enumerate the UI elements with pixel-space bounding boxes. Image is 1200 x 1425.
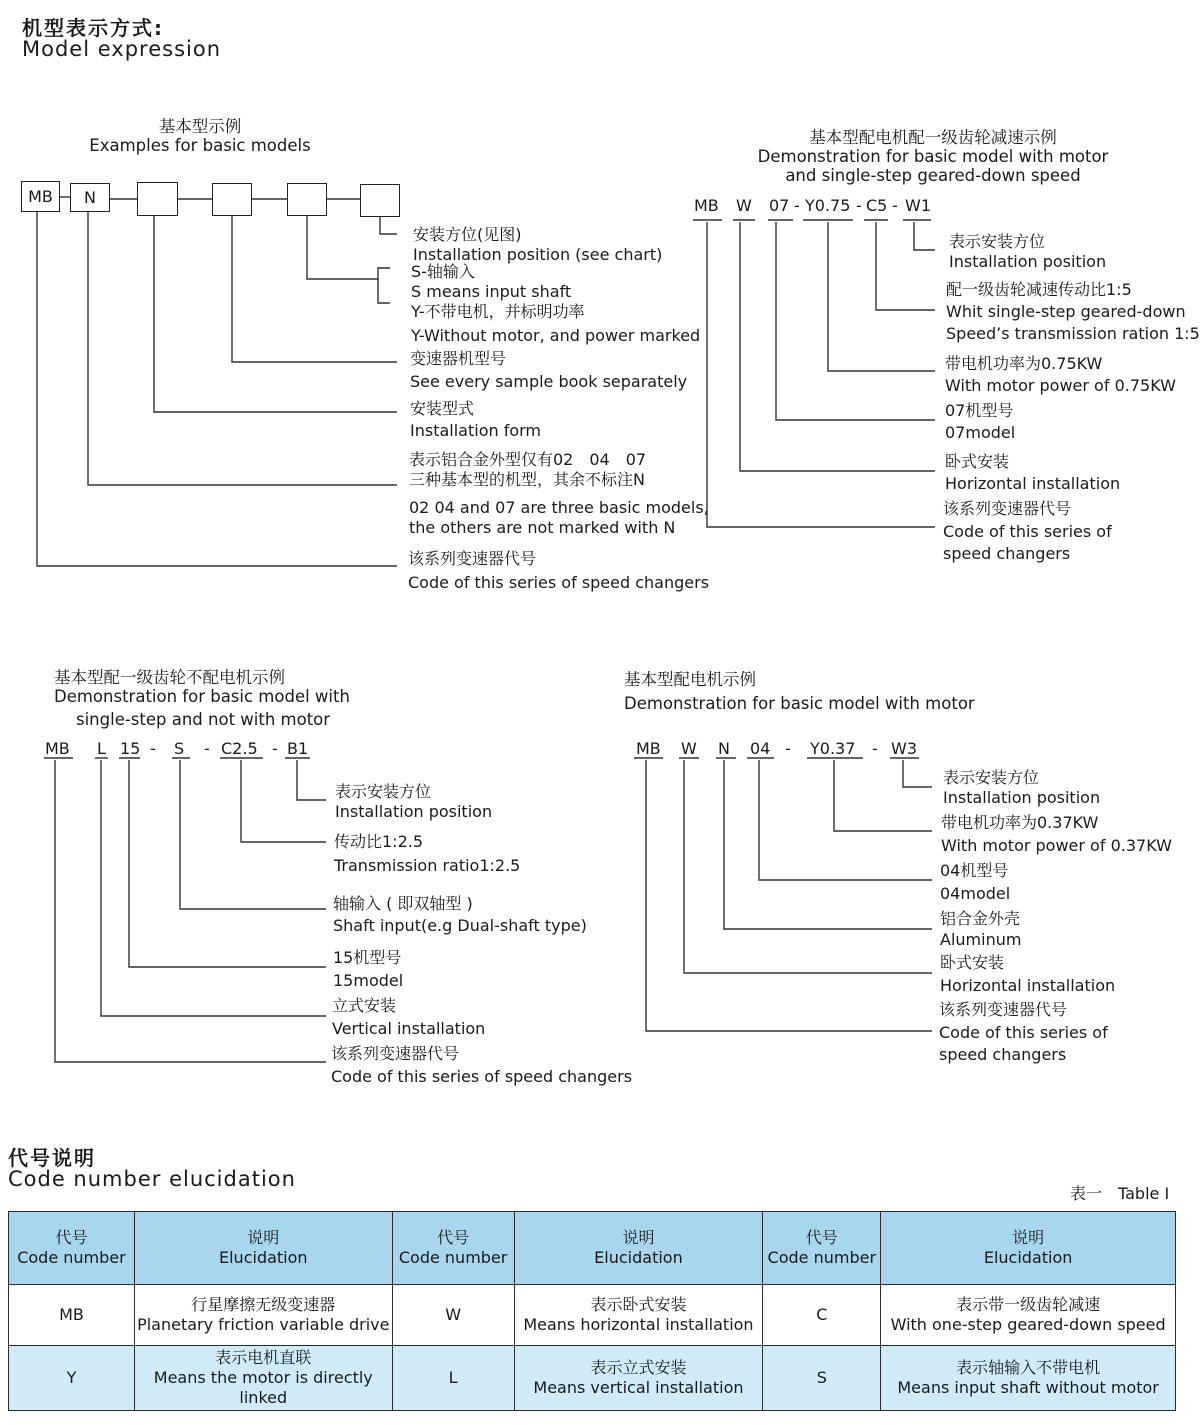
header-code-3: 代号 Code number — [763, 1212, 881, 1285]
title-en: Model expression — [22, 37, 222, 61]
cell-elucidation: 行星摩擦无级变速器 Planetary friction variable drive — [134, 1285, 392, 1346]
label-en: speed changers — [939, 1045, 1067, 1064]
label-en: Whit single-step geared-down — [946, 302, 1186, 321]
title-zh: 基本型配一级齿轮不配电机示例 — [54, 668, 285, 687]
label-zh: 04机型号 — [940, 861, 1009, 880]
table-header-row — [9, 1212, 1176, 1285]
code-box-blank-2 — [212, 183, 252, 216]
mg-label-series — [943, 499, 1112, 564]
code-mb: MB — [636, 739, 661, 758]
code-dash: - — [872, 739, 878, 758]
label-en: 04model — [940, 884, 1011, 903]
label-zh: S-轴输入 — [411, 262, 475, 281]
label-en: speed changers — [943, 544, 1071, 563]
cell-code: C — [763, 1285, 881, 1346]
mg-label-horizontal — [945, 452, 1120, 494]
basic-label-series — [408, 549, 709, 593]
label-zh: 表示安装方位 — [943, 768, 1040, 787]
label-en: Aluminum — [940, 930, 1022, 949]
code-dash: - — [856, 196, 862, 215]
mg-label-model — [945, 401, 1015, 443]
code-box-blank-1 — [137, 182, 178, 216]
label-en: the others are not marked with N — [409, 518, 676, 537]
title-en: Demonstration for basic model with — [54, 687, 350, 706]
code-dash: - — [794, 196, 800, 215]
label-en: Installation position — [335, 802, 493, 821]
basic-title-zh: 基本型示例 — [158, 117, 242, 136]
code-box-blank-4 — [360, 184, 400, 217]
label-en: Code of this series of — [943, 522, 1112, 541]
basic-label-install-form — [410, 399, 541, 441]
table-row — [9, 1346, 1176, 1411]
with-motor-title — [624, 670, 1024, 713]
wm-label-power — [941, 813, 1172, 856]
title-en: Demonstration for basic model with motor — [624, 694, 975, 713]
cell-code: W — [392, 1285, 514, 1346]
code-b1: B1 — [287, 739, 309, 758]
basic-label-n — [409, 450, 709, 538]
mg-label-power — [945, 354, 1176, 396]
code-y075: Y0.75 — [805, 196, 851, 215]
code-c5: C5 — [866, 196, 888, 215]
label-en: 07model — [945, 423, 1016, 442]
gn-label-vertical — [332, 996, 485, 1039]
code-dash: - — [892, 196, 898, 215]
label-zh: 三种基本型的机型，其余不标注N — [409, 470, 645, 489]
mg-label-ratio — [946, 280, 1200, 344]
title-en: and single-step geared-down speed — [785, 166, 1081, 185]
label-zh: 卧式安装 — [945, 452, 1010, 471]
label-en: Horizontal installation — [940, 976, 1116, 995]
label-zh: 铝合金外壳 — [940, 909, 1021, 928]
code-elucidation-table — [8, 1211, 1176, 1411]
code-s: S — [174, 739, 185, 758]
code-dash: - — [272, 739, 278, 758]
title-zh: 机型表示方式: — [22, 16, 164, 40]
label-en: Installation position (see chart) — [413, 245, 663, 264]
gn-label-shaft — [333, 894, 587, 936]
label-zh: 该系列变速器代号 — [331, 1044, 460, 1063]
code-w1: W1 — [905, 196, 931, 215]
label-en: Installation position — [943, 788, 1101, 807]
label-en: Code of this series of speed changers — [331, 1067, 633, 1086]
gn-label-ratio — [334, 832, 520, 876]
label-en: S means input shaft — [411, 282, 572, 301]
label-zh: 07机型号 — [945, 401, 1014, 420]
cell-code: MB — [9, 1285, 135, 1346]
elucidation-title-zh: 代号说明 — [8, 1146, 96, 1170]
code-dash: - — [785, 739, 791, 758]
wm-label-model — [940, 861, 1010, 904]
label-zh: 立式安装 — [332, 996, 397, 1015]
label-en: With motor power of 0.37KW — [941, 836, 1172, 855]
code-box-mb — [21, 181, 60, 212]
title-zh: 基本型配电机配一级齿轮减速示例 — [809, 128, 1057, 147]
label-en: Y-Without motor, and power marked — [411, 326, 701, 345]
cell-code: Y — [9, 1346, 135, 1411]
cell-elucidation: 表示轴输入不带电机 Means input shaft without motor — [881, 1346, 1176, 1411]
header-elucidation-3: 说明 Elucidation — [881, 1212, 1176, 1285]
cell-elucidation: 表示卧式安装 Means horizontal installation — [514, 1285, 763, 1346]
code-y037: Y0.37 — [810, 739, 856, 758]
code-l: L — [97, 739, 106, 758]
label-en: Shaft input(e.g Dual-shaft type) — [333, 916, 587, 935]
code-c25: C2.5 — [221, 739, 258, 758]
label-en: Installation position — [949, 252, 1107, 271]
code-box-blank-3 — [287, 183, 327, 216]
gn-label-series — [331, 1044, 632, 1087]
label-en: Speed’s transmission ration 1:5 — [946, 324, 1200, 343]
title-en: Demonstration for basic model with motor — [757, 147, 1109, 166]
label-zh: 安装型式 — [410, 399, 475, 418]
label-zh: Y-不带电机，并标明功率 — [411, 302, 585, 321]
elucidation-title-en: Code number elucidation — [8, 1167, 296, 1191]
label-en: 15model — [333, 971, 404, 990]
basic-title — [60, 117, 340, 155]
basic-label-install-position — [413, 225, 662, 265]
label-zh: 15机型号 — [333, 948, 402, 967]
header-code-1: 代号 Code number — [9, 1212, 135, 1285]
label-en: With motor power of 0.75KW — [945, 376, 1176, 395]
label-en: Code of this series of speed changers — [408, 573, 710, 592]
code-n: N — [718, 739, 730, 758]
wm-label-series — [939, 1000, 1108, 1065]
header-elucidation-2: 说明 Elucidation — [514, 1212, 763, 1285]
label-zh: 轴输入 ( 即双轴型 ) — [333, 894, 473, 913]
code-15: 15 — [120, 739, 141, 758]
label-zh: 带电机功率为0.75KW — [945, 354, 1103, 373]
code-07: 07 — [769, 196, 790, 215]
label-zh: 变速器机型号 — [410, 349, 507, 368]
code-w3: W3 — [891, 739, 917, 758]
label-en: Code of this series of — [939, 1023, 1108, 1042]
cell-elucidation: 表示带一级齿轮减速 With one-step geared-down speed — [881, 1285, 1176, 1346]
table-label: 表一 Table I — [1070, 1184, 1170, 1203]
gn-label-model — [333, 948, 403, 991]
code-04: 04 — [750, 739, 771, 758]
cell-code: S — [763, 1346, 881, 1411]
mg-label-install-position — [949, 232, 1106, 272]
label-zh: 带电机功率为0.37KW — [941, 813, 1099, 832]
basic-label-input — [411, 262, 700, 346]
label-zh: 配一级齿轮减速传动比1:5 — [946, 280, 1132, 299]
label-en: See every sample book separately — [410, 372, 688, 391]
motor-gear-title — [728, 128, 1138, 185]
code-mb: MB — [28, 187, 53, 206]
code-w: W — [681, 739, 697, 758]
code-dash: - — [150, 739, 156, 758]
label-en: 02 04 and 07 are three basic models, — [409, 498, 709, 517]
code-dash: - — [204, 739, 210, 758]
label-zh: 卧式安装 — [940, 953, 1005, 972]
cell-elucidation: 表示立式安装 Means vertical installation — [514, 1346, 763, 1411]
cell-code: L — [392, 1346, 514, 1411]
label-en: Transmission ratio1:2.5 — [334, 856, 521, 875]
code-w: W — [736, 196, 752, 215]
code-mb: MB — [694, 196, 719, 215]
header-code-2: 代号 Code number — [392, 1212, 514, 1285]
label-zh: 表示安装方位 — [949, 232, 1046, 251]
wm-label-aluminum — [940, 909, 1021, 950]
label-en: Horizontal installation — [945, 474, 1121, 493]
wm-label-horizontal — [940, 953, 1115, 996]
basic-label-model — [410, 349, 687, 392]
label-zh: 表示安装方位 — [335, 782, 432, 801]
code-box-n — [70, 183, 110, 212]
wm-label-install-position — [943, 768, 1100, 808]
gn-label-install-position — [335, 782, 492, 822]
label-zh: 安装方位(见图) — [413, 225, 522, 244]
cell-elucidation: 表示电机直联 Means the motor is directly linked — [134, 1346, 392, 1411]
label-zh: 传动比1:2.5 — [334, 832, 424, 851]
header-elucidation-1: 说明 Elucidation — [134, 1212, 392, 1285]
gear-nomotor-title — [54, 668, 384, 729]
code-mb: MB — [45, 739, 70, 758]
title-en: single-step and not with motor — [76, 710, 331, 729]
title-zh: 基本型配电机示例 — [624, 670, 756, 689]
label-zh: 该系列变速器代号 — [943, 499, 1072, 518]
label-en: Vertical installation — [332, 1019, 486, 1038]
label-zh: 表示铝合金外型仅有02 04 07 — [409, 450, 647, 469]
code-n: N — [84, 188, 96, 207]
basic-title-en: Examples for basic models — [89, 136, 311, 155]
label-zh: 该系列变速器代号 — [939, 1000, 1068, 1019]
label-en: Installation form — [410, 421, 542, 440]
label-zh: 该系列变速器代号 — [408, 549, 537, 568]
table-row — [9, 1285, 1176, 1346]
